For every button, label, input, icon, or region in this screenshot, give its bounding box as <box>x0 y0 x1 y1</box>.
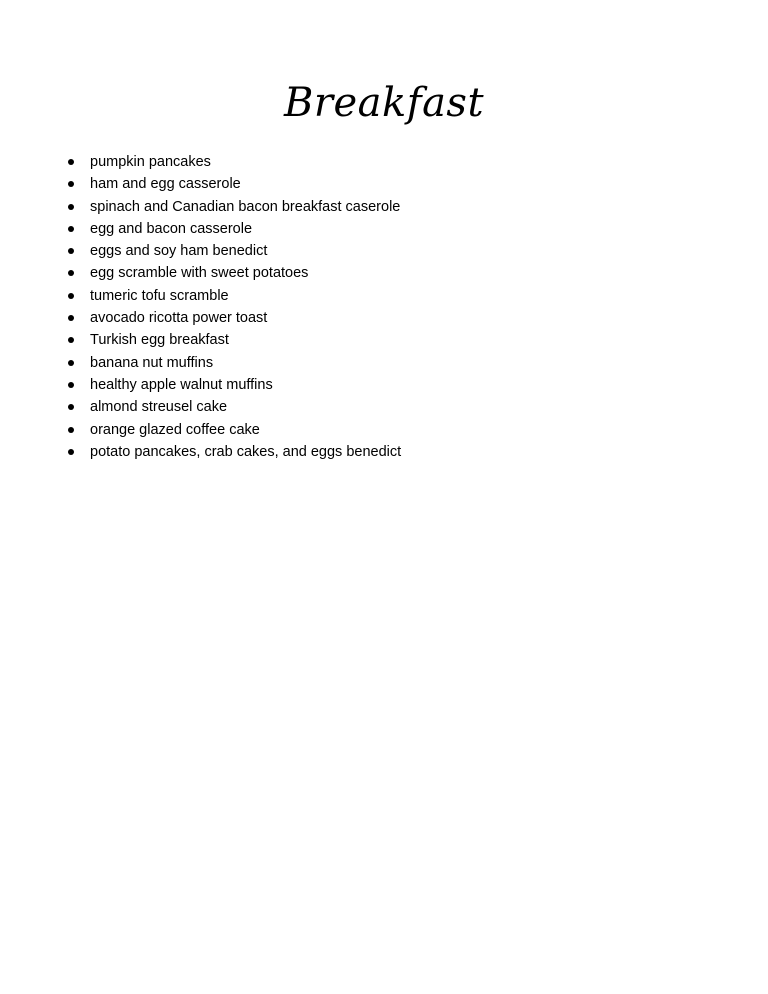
list-item-text: avocado ricotta power toast <box>90 310 268 327</box>
bullet-icon <box>68 293 74 299</box>
bullet-icon <box>68 204 74 210</box>
list-item <box>66 374 401 396</box>
list-item <box>66 151 401 173</box>
list-item <box>66 441 401 463</box>
list-item-text: banana nut muffins <box>90 354 214 371</box>
page-title: Breakfast <box>283 80 485 126</box>
list-item <box>66 285 401 307</box>
list-item <box>66 173 401 195</box>
bullet-icon <box>68 270 74 276</box>
list-item <box>66 240 401 262</box>
list-item <box>66 396 401 418</box>
bullet-icon <box>68 427 74 433</box>
list-item <box>66 196 401 218</box>
bullet-icon <box>68 382 74 388</box>
list-item-text: eggs and soy ham benedict <box>90 243 268 260</box>
list-item <box>66 307 401 329</box>
list-item-text: ham and egg casserole <box>90 176 241 193</box>
bullet-icon <box>68 315 74 321</box>
list-item-text: healthy apple walnut muffins <box>90 376 273 393</box>
list-item-text: potato pancakes, crab cakes, and eggs benedict <box>90 443 402 460</box>
list-item-text: egg scramble with sweet potatoes <box>90 265 309 282</box>
list-item-text: Turkish egg breakfast <box>90 332 229 349</box>
list-item-text: spinach and Canadian bacon breakfast caserole <box>90 198 401 215</box>
list-item <box>66 329 401 351</box>
bullet-icon <box>68 226 74 232</box>
list-item <box>66 262 401 284</box>
bullet-icon <box>68 404 74 410</box>
bullet-icon <box>68 449 74 455</box>
list-item-text: tumeric tofu scramble <box>90 287 229 304</box>
list-item <box>66 419 401 441</box>
list-item <box>66 218 401 240</box>
list-item <box>66 352 401 374</box>
list-item-text: orange glazed coffee cake <box>90 421 260 438</box>
bullet-icon <box>68 248 74 254</box>
bullet-icon <box>68 181 74 187</box>
list-item-text: egg and bacon casserole <box>90 220 253 237</box>
bullet-icon <box>68 360 74 366</box>
recipe-list <box>66 151 401 463</box>
bullet-icon <box>68 337 74 343</box>
list-item-text: almond streusel cake <box>90 399 228 416</box>
list-item-text: pumpkin pancakes <box>90 154 211 170</box>
bullet-icon <box>68 159 74 165</box>
